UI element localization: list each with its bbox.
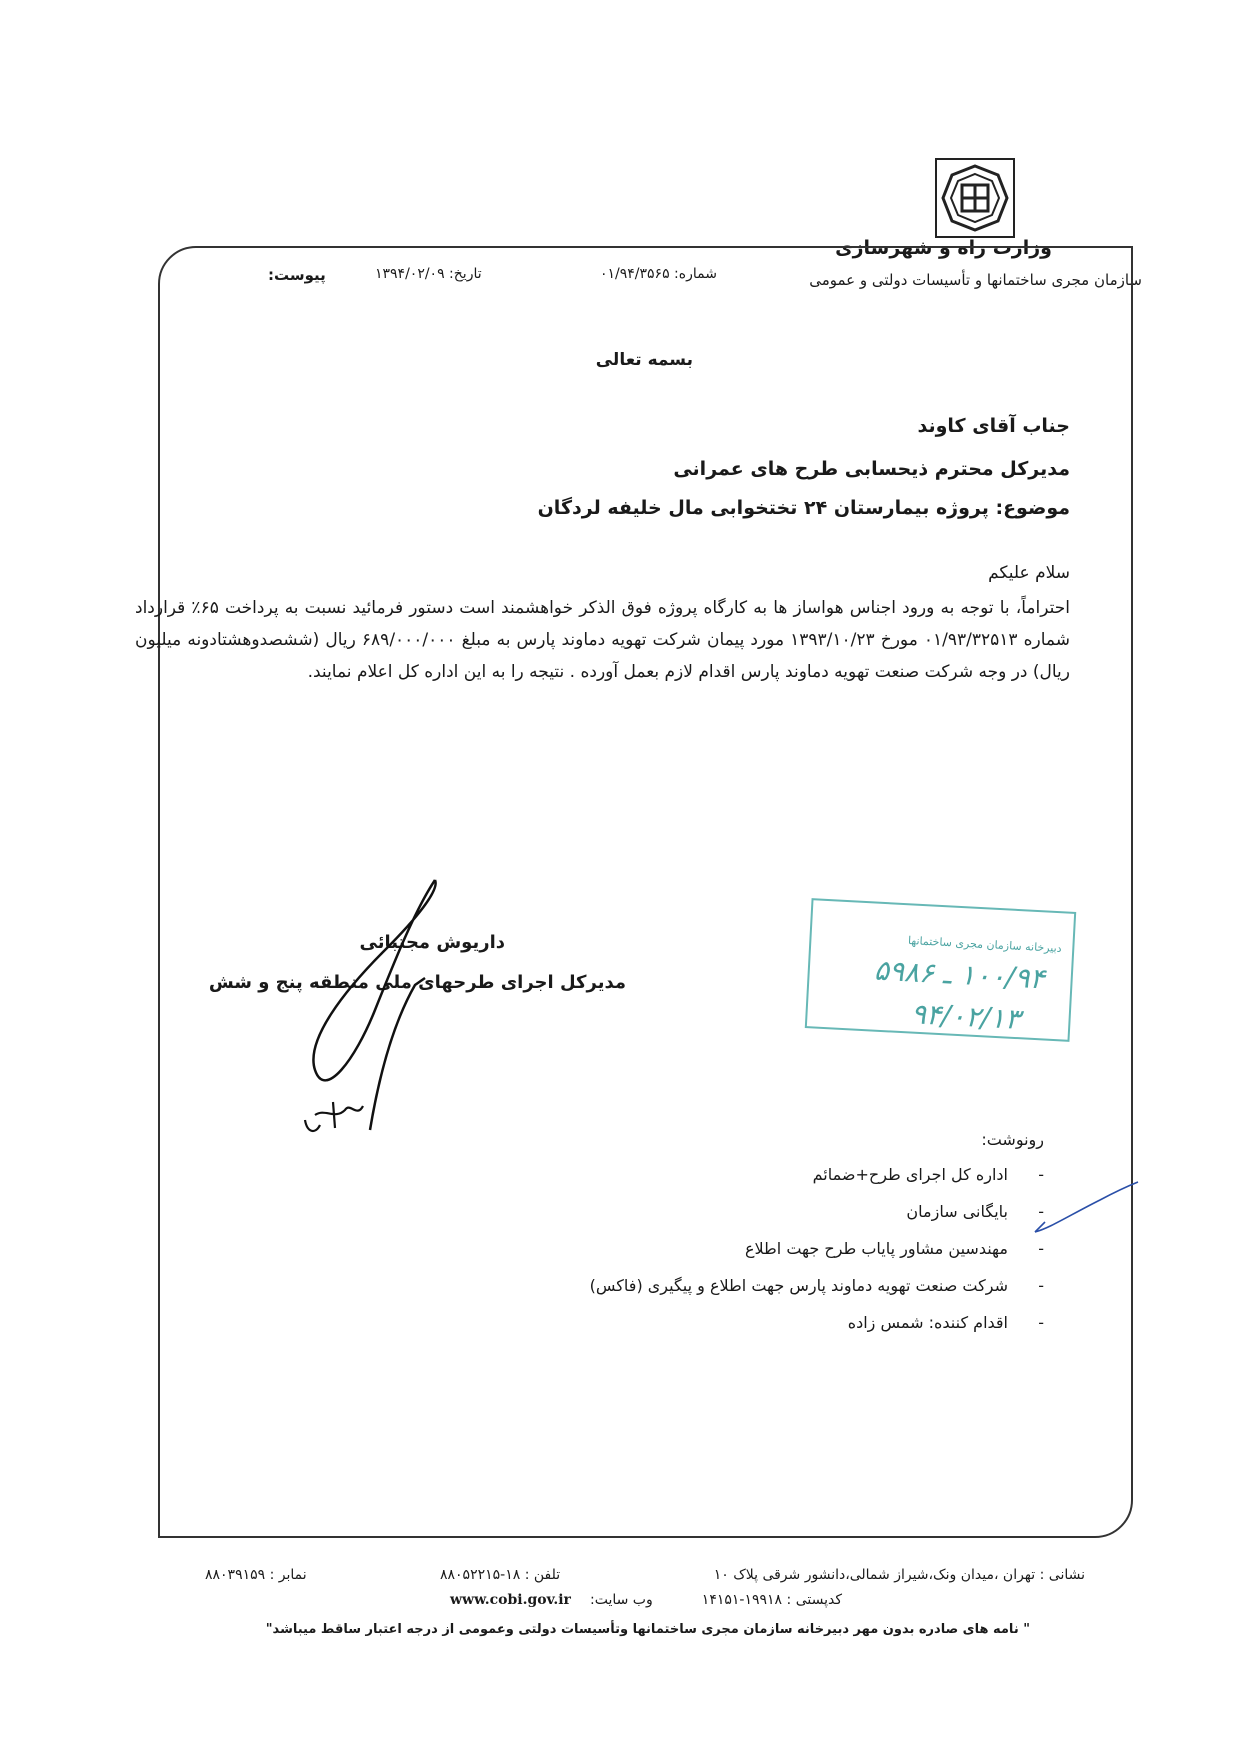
organization-name: سازمان مجری ساختمانها و تأسیسات دولتی و عمومی [809, 271, 1142, 289]
footer-address: نشانی : تهران ،میدان ونک،شیراز شمالی،دانشور شرقی پلاک ۱۰ [713, 1567, 1085, 1583]
footer-phone: تلفن : ۱۸-۸۸۰۵۲۲۱۵ [440, 1567, 561, 1583]
ministry-name: وزارت راه و شهرسازی [835, 237, 1052, 259]
footer-validity-note: " نامه های صادره بدون مهر دبیرخانه سازمان مجری ساختمانها وتأسیسات دولتی وعمومی از درجه اعتبار ساقط میباشد" [265, 1622, 1030, 1637]
cc-item: - اقدام کننده: شمس زاده [847, 1313, 1044, 1332]
greeting: سلام علیکم [988, 563, 1070, 583]
footer-website[interactable]: www.cobi.gov.ir [450, 1592, 571, 1608]
ministry-logo-icon [935, 158, 1015, 238]
stamp-organization: دبیرخانه سازمان مجری ساختمانها [908, 933, 1063, 956]
cc-item: - مهندسین مشاور پایاب طرح جهت اطلاع [744, 1239, 1044, 1258]
cc-item: - بایگانی سازمان [906, 1202, 1044, 1221]
recipient-title: مدیرکل محترم ذیحسابی طرح های عمرانی [673, 458, 1070, 480]
footer-website-label: وب سایت: [590, 1592, 653, 1608]
handwritten-signature-icon [285, 870, 535, 1150]
letter-number: شماره: ۰۱/۹۴/۳۵۶۵ [600, 266, 717, 282]
recipient-name: جناب آقای کاوند [917, 415, 1070, 437]
signer-title: مدیرکل اجرای طرحهای ملی منطقه پنج و شش [208, 972, 626, 993]
cc-list [524, 1160, 1044, 1345]
letter-body: احتراماً، با توجه به ورود اجناس هواساز ها به کارگاه پروژه فوق الذکر خواهشمند است دستور فرمائید نسبت به پرداخت ۶۵٪ قرارداد شماره ۰۱/۹۳/۳۲۵۱۳ مورخ ۱۳۹۳/۱۰/۲۳ مورد پیمان شرکت تهویه دماوند پارس به مبلغ ۶۸۹/۰۰۰/۰۰۰ ریال (ششصدوهشتادونه میلیون ریال) در وجه شرکت صنعت تهویه دماوند پارس اقدام لازم بعمل آورده . نتیجه را به این اداره کل اعلام نمایند. [135, 598, 1070, 682]
cc-title: رونوشت: [981, 1130, 1044, 1149]
signer-name: داریوش مجتبائی [359, 932, 505, 953]
footer-fax: نمابر : ۸۸۰۳۹۱۵۹ [205, 1567, 307, 1583]
cc-item: - اداره کل اجرای طرح+ضمائم [812, 1165, 1044, 1184]
footer-postal-code: کدپستی : ۱۹۹۱۸-۱۴۱۵۱ [701, 1592, 842, 1608]
letter-date: تاریخ: ۱۳۹۴/۰۲/۰۹ [375, 266, 482, 282]
stamp-date: ۹۴/۰۲/۱۳ [910, 997, 1021, 1036]
letter-heading: بسمه تعالی [595, 350, 693, 370]
letter-subject: موضوع: پروژه بیمارستان ۲۴ تختخوابی مال خلیفه لردگان [537, 497, 1070, 519]
cc-item: - شرکت صنعت تهویه دماوند پارس جهت اطلاع و پیگیری (فاکس) [589, 1276, 1044, 1295]
stamp-number: ۱۰۰/۹۴ ـ ۵۹۸۶ [873, 953, 1046, 996]
pen-check-mark-icon [1030, 1180, 1140, 1240]
letter-attachment: پیوست: [268, 266, 326, 284]
